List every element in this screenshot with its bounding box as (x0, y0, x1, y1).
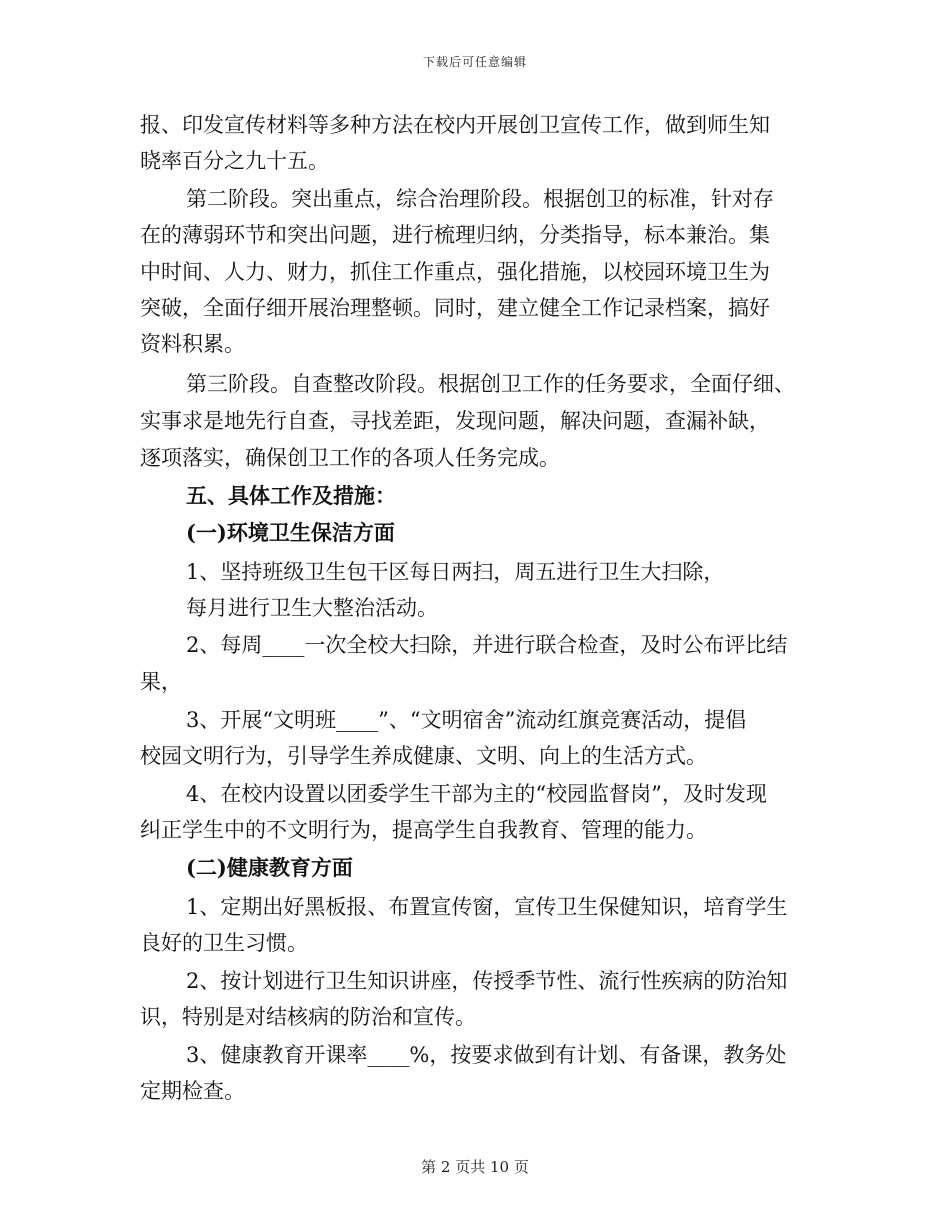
text-line: 晓率百分之九十五。 (140, 149, 329, 173)
text-line: 定期检查。 (140, 1079, 245, 1103)
text-line: 校园文明行为，引导学生养成健康、文明、向上的生活方式。 (140, 744, 707, 768)
text-line: 突破，全面仔细开展治理整顿。同时，建立健全工作记录档案，搞好 (140, 296, 770, 320)
section-heading: 五、具体工作及措施： (186, 483, 396, 508)
text-line: 每月进行卫生大整治活动。 (186, 596, 438, 620)
text-line: 实事求是地先行自查，寻找差距，发现问题，解决问题，查漏补缺， (140, 409, 770, 433)
text-line: 识，特别是对结核病的防治和宣传。 (140, 1005, 476, 1029)
page-number-footer: 第 2 页共 10 页 (421, 1158, 529, 1176)
text-line: 第三阶段。自查整改阶段。根据创卫工作的任务要求，全面仔细、 (186, 372, 795, 396)
text-line: 中时间、人力、财力，抓住工作重点，强化措施，以校园环境卫生为 (140, 260, 770, 284)
text-line: 2、每周____一次全校大扫除，并进行联合检查，及时公布评比结 (186, 633, 788, 657)
subsection-heading: (一)环境卫生保洁方面 (186, 520, 395, 545)
text-line: 1、坚持班级卫生包干区每日两扫，周五进行卫生大扫除， (186, 560, 725, 584)
text-line: 良好的卫生习惯。 (140, 931, 308, 955)
text-line: 2、按计划进行卫生知识讲座，传授季节性、流行性疾病的防治知 (186, 969, 788, 993)
text-line: 报、印发宣传材料等多种方法在校内开展创卫宣传工作，做到师生知 (140, 113, 770, 137)
text-line: 在的薄弱环节和突出问题，进行梳理归纳，分类指导，标本兼治。集 (140, 223, 770, 247)
text-line: 纠正学生中的不文明行为，提高学生自我教育、管理的能力。 (140, 818, 707, 842)
text-line: 果， (140, 670, 182, 694)
text-line: 逐项落实，确保创卫工作的各项人任务完成。 (140, 446, 560, 470)
text-line: 3、开展“文明班____”、“文明宿舍”流动红旗竞赛活动，提倡 (186, 708, 747, 732)
text-line: 3、健康教育开课率____%，按要求做到有计划、有备课，教务处 (186, 1043, 787, 1067)
subsection-heading: (二)健康教育方面 (186, 855, 353, 880)
page-header-note: 下载后可任意编辑 (422, 55, 527, 69)
text-line: 第二阶段。突出重点，综合治理阶段。根据创卫的标准，针对存 (186, 187, 774, 211)
text-line: 4、在校内设置以团委学生干部为主的“校园监督岗”，及时发现 (186, 782, 767, 806)
text-line: 1、定期出好黑板报、布置宣传窗，宣传卫生保健知识，培育学生 (186, 895, 788, 919)
text-line: 资料积累。 (140, 332, 245, 356)
